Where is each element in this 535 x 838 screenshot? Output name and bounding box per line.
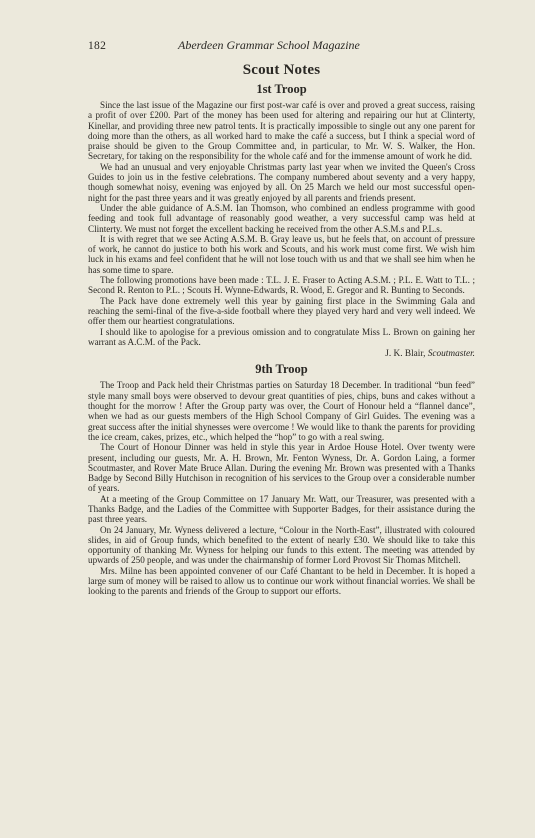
paragraph: The Pack have done extremely well this year by gaining first place in the Swimming Gala and reaching the semi-final of the five-a-side football where they played very hard and very well indeed. We offer them our heartiest congratulations. (88, 295, 475, 327)
paragraph: Under the able guidance of A.S.M. Ian Thomson, who combined an endless programme with good feeding and took full advantage of reasonably good weather, a very successful camp was held at Clinterty. We must not forget the excellent backing he received from the other A.S.M.s and P.L.s. (88, 202, 475, 234)
section-1st-troop (88, 82, 475, 359)
paragraph: Since the last issue of the Magazine our first post-war café is over and proved a great success, raising a profit of over £200. Part of the money has been used for altering and repairing our hut at Clinterty, Kinellar, and providing three new patrol tents. It is practically impossible to single out any one parent for doing more than the others, as all worked hard to make the café a success, but I think a special word of praise should be given to the Group Committee and, in particular, to Mr. W. S. Walker, the Hon. Secretary, for taking on the responsibility for the whole café and for the immense amount of work he did. (88, 100, 475, 162)
publication-title: Aberdeen Grammar School Magazine (178, 38, 360, 52)
section-heading: 9th Troop (255, 362, 308, 377)
signature-name: J. K. Blair, (385, 349, 426, 360)
running-header (88, 38, 475, 54)
paragraph: At a meeting of the Group Committee on 17 January Mr. Watt, our Treasurer, was presented with a Thanks Badge, and the Ladies of the Committee with Supporter Badges, for their assistance during the past three years. (88, 493, 475, 525)
signature (88, 349, 475, 359)
paragraph: We had an unusual and very enjoyable Christmas party last year when we invited the Queen's Cross Guides to join us in the festive celebrations. The company numbered about seventy and a very happy, though somewhat noisy, evening was enjoyed by all. On 25 March we held our most successful open-night for the past three years and it was greatly enjoyed by all parents and friends present. (88, 161, 475, 203)
section-heading: 1st Troop (256, 82, 307, 96)
paragraph: The following promotions have been made : T.L. J. E. Fraser to Acting A.S.M. ; P.L. E. Watt to T.L. ; Second R. Renton to P.L. ; Scouts H. Wynne-Edwards, R. Wood, E. Gregor and R. Bunting to Seconds. (88, 275, 475, 296)
paragraph: The Troop and Pack held their Christmas parties on Saturday 18 December. In traditional “bun feed” style many small boys were observed to devour great quantities of pies, chips, buns and cakes without a thought for the morrow ! After the Group party was over, the Court of Honour held a “flannel dance”, when we had as our guests members of the High School Company of Girl Guides. The evening was a great success after the initial shynesses were overcome ! We would like to thank the parents for providing the ice cream, cakes, prizes, etc., which helped the “hop” to go with a real swing. (88, 380, 475, 442)
page-number: 182 (88, 40, 107, 52)
paragraph: On 24 January, Mr. Wyness delivered a lecture, “Colour in the North-East”, illustrated with coloured slides, in aid of Group funds, which benefited to the extent of nearly £30. We should like to take this opportunity of thanking Mr. Wyness for helping our funds to this extent. The meeting was attended by upwards of 250 people, and was under the chairmanship of former Lord Provost Sir Thomas Mitchell. (88, 524, 475, 566)
section-9th-troop (88, 362, 475, 596)
paragraph: Mrs. Milne has been appointed convener of our Café Chantant to be held in December. It is hoped a large sum of money will be raised to allow us to continue our work without financial worries. We shall be looking to the parents and friends of the Group to support our efforts. (88, 565, 475, 597)
article-title: Scout Notes (242, 62, 321, 78)
paragraph: The Court of Honour Dinner was held in style this year in Ardoe House Hotel. Over twenty were present, including our guests, Mr. A. H. Brown, Mr. Fenton Wyness, Dr. A. Gordon Laing, a former Scoutmaster, and Rover Mate Bruce Allan. During the evening Mr. Brown was presented with a Thanks Badge by Second Billy Hutchison in recognition of his services to the Group over a considerable number of years. (88, 442, 475, 494)
signature-role: Scoutmaster. (427, 349, 475, 360)
paragraph: I should like to apologise for a previous omission and to congratulate Miss L. Brown on gaining her warrant as A.C.M. of the Pack. (88, 326, 475, 347)
paragraph: It is with regret that we see Acting A.S.M. B. Gray leave us, but he feels that, on account of pressure of work, he cannot do justice to both his work and Scouts, and his work must come first. We wish him luck in his exams and feel confident that he will not lose touch with us and that we shall see him when he has some time to spare. (88, 233, 475, 275)
